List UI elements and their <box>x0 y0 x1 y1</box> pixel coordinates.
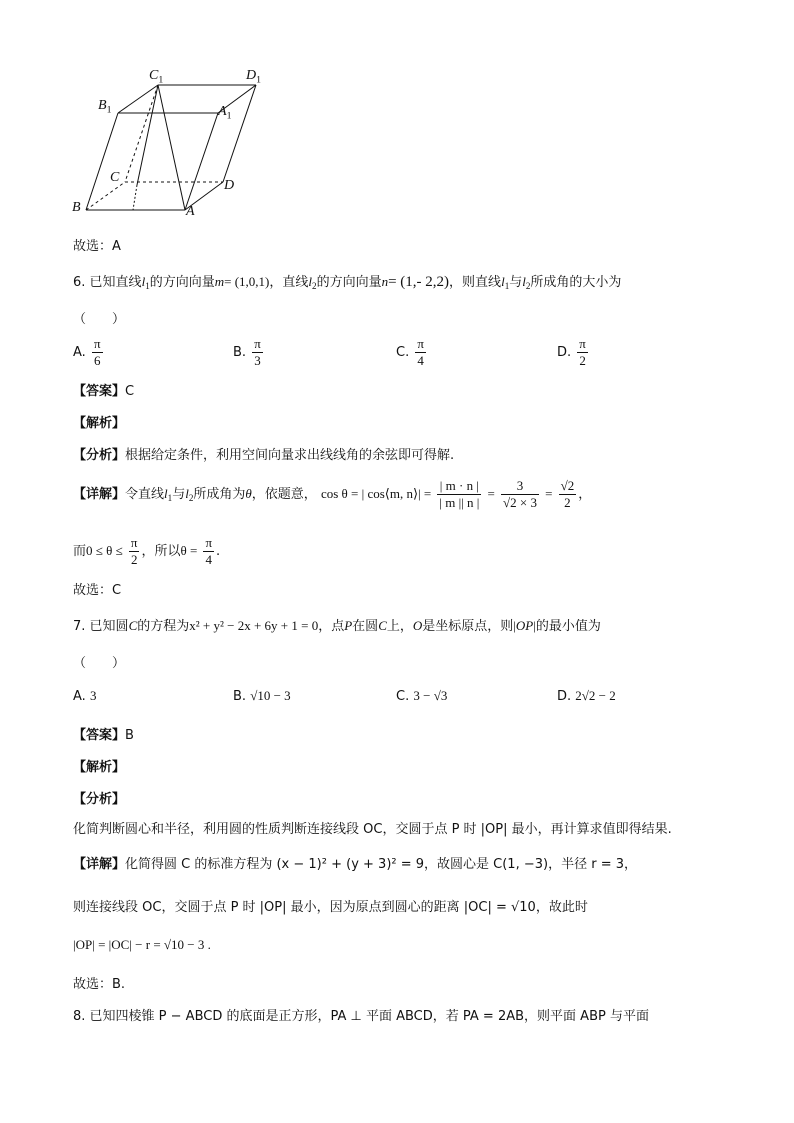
q7-fenxi-text: 化简判断圆心和半径，利用圆的性质判断连接线段 OC，交圆于点 P 时 |OP| 最小，再计算求值即得结果. <box>73 822 672 837</box>
q7-option-c: C. 3 − √3 <box>396 688 448 704</box>
q7-xiangjie-line1: 【详解】化简得圆 C 的标准方程为 (x − 1)² + (y + 3)² = 9，故圆心是 C(1, −3)，半径 r = 3， <box>73 857 637 872</box>
q6-range-line: 而0 ≤ θ ≤ $\frac{\pi}{2}$ ，所以θ = $\frac{\pi}{4}$ . <box>73 535 221 567</box>
q7-analysis-label: 【解析】 <box>73 760 126 775</box>
label-b: B <box>72 200 81 215</box>
q6-analysis-label: 【解析】 <box>73 416 126 431</box>
q6-conclusion: 故选：C <box>73 583 122 598</box>
q6-fenxi: 【分析】根据给定条件，利用空间向量求出线线角的余弦即可得解. <box>73 448 455 463</box>
q7-option-a: A. 3 <box>73 688 97 704</box>
label-b1: $B_1$ <box>98 98 112 116</box>
q6-stem: 6. 已知直线$l_1$的方向向量m= (1,0,1)，直线$l_2$的方向向量n= (1,- 2,2)，则直线$l_1$与$l_2$所成角的大小为 <box>73 274 622 292</box>
q7-conclusion: 故选：B. <box>73 977 126 992</box>
parallelepiped-figure <box>60 60 290 230</box>
q6-answer: 【答案】C <box>73 384 135 399</box>
q7-stem: 7. 已知圆C的方程为x² + y² − 2x + 6y + 1 = 0，点P在圆C上，O是坐标原点，则|OP|的最小值为 <box>73 618 601 634</box>
q7-option-b: B. √10 − 3 <box>233 688 291 704</box>
q7-answer: 【答案】B <box>73 728 134 743</box>
q6-option-d: D. $\frac{\pi}{2}$ <box>557 336 586 368</box>
q7-fenxi-label: 【分析】 <box>73 792 126 807</box>
q7-option-d: D. 2√2 − 2 <box>557 688 616 704</box>
label-c: C <box>110 170 120 185</box>
q6-paren: （ ） <box>73 312 126 327</box>
q7-paren: （ ） <box>73 656 126 671</box>
label-a: A <box>186 204 195 219</box>
q8-stem: 8. 已知四棱锥 P − ABCD 的底面是正方形，PA ⊥ 平面 ABCD，若 PA = 2AB，则平面 ABP 与平面 <box>73 1009 649 1024</box>
q6-option-b: B. $\frac{\pi}{3}$ <box>233 336 261 368</box>
q6-option-a: A. $\frac{\pi}{6}$ <box>73 336 101 368</box>
label-a1: $A_1$ <box>218 104 232 122</box>
q6-xiangjie: 【详解】令直线$l_1$与$l_2$所成角为θ，依题意， cos θ = | cos⟨m, n⟩| = $\frac{| m \cdot n |}{| m || n |}$ = $\frac{3}{√2 \times 3}$ = $\frac{√2}{2}$ ， <box>73 478 592 510</box>
label-c1: $C_1$ <box>149 68 164 86</box>
q7-xiangjie-line3: |OP| = |OC| − r = √10 − 3 . <box>73 937 211 952</box>
q6-option-c: C. $\frac{\pi}{4}$ <box>396 336 424 368</box>
q5-conclusion: 故选：A <box>73 239 121 254</box>
q7-xiangjie-line2: 则连接线段 OC，交圆于点 P 时 |OP| 最小，因为原点到圆心的距离 |OC| = √10，故此时 <box>73 900 588 915</box>
label-d: D <box>224 178 235 193</box>
label-d1: $D_1$ <box>246 68 262 86</box>
